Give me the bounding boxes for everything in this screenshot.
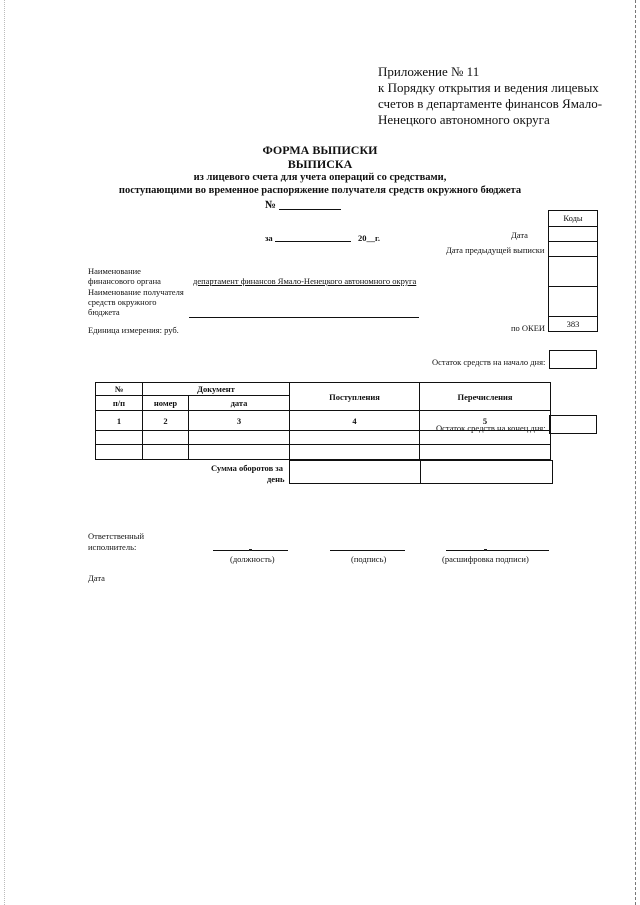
index-cell: 3 <box>189 411 290 431</box>
sum-out-cell[interactable] <box>421 461 553 484</box>
table-cell[interactable] <box>96 431 143 445</box>
index-cell: 1 <box>96 411 143 431</box>
period-za-label: за <box>265 233 273 243</box>
code-fin-org-cell[interactable] <box>549 256 597 286</box>
date-label: Дата <box>511 230 528 240</box>
sum-label-2: день <box>267 474 285 484</box>
decode-field[interactable] <box>446 550 549 551</box>
appendix-line: счетов в департаменте финансов Ямало- <box>378 96 603 111</box>
prev-date-label: Дата предыдущей выписки <box>446 245 545 255</box>
col-out-header: Перечисления <box>420 383 551 411</box>
table-row <box>96 445 551 460</box>
codes-header: Коды <box>563 213 583 223</box>
table-cell[interactable] <box>143 445 189 460</box>
table-cell[interactable] <box>143 431 189 445</box>
sign-field[interactable] <box>330 550 405 551</box>
statement-title: ВЫПИСКА <box>287 157 353 171</box>
page-edge-left <box>4 0 6 905</box>
index-cell: 5 <box>420 411 551 431</box>
sum-in-cell[interactable] <box>290 461 421 484</box>
sum-row <box>289 460 553 484</box>
table-cell[interactable] <box>189 445 290 460</box>
fin-org-value: департамент финансов Ямало-Ненецкого автономного округа <box>193 276 417 286</box>
appendix-line: к Порядку открытия и ведения лицевых <box>378 80 599 95</box>
appendix-line: Ненецкого автономного округа <box>378 112 550 127</box>
code-recipient-cell[interactable] <box>549 286 597 316</box>
okei-label: по ОКЕИ <box>511 323 546 333</box>
col-in-header: Поступления <box>290 383 420 411</box>
end-balance-label: Остаток средств на конец дня: <box>436 423 546 433</box>
dot-mark <box>484 549 487 551</box>
recipient-label-1: Наименование получателя <box>88 287 184 297</box>
end-balance-box[interactable] <box>549 415 597 434</box>
index-cell: 2 <box>143 411 189 431</box>
period-year-label: 20__г. <box>358 233 381 243</box>
recipient-field[interactable] <box>189 317 419 318</box>
period-date-field[interactable] <box>275 241 351 242</box>
col-date-header: дата <box>189 396 290 411</box>
recipient-label-2: средств окружного <box>88 297 157 307</box>
responsible-label-2: исполнитель: <box>88 542 137 552</box>
start-balance-label: Остаток средств на начало дня: <box>432 357 546 367</box>
page-edge-right <box>634 0 636 905</box>
table-cell[interactable] <box>290 445 420 460</box>
table-cell[interactable] <box>420 445 551 460</box>
decode-caption: (расшифровка подписи) <box>442 554 529 564</box>
col-num-header: номер <box>143 396 189 411</box>
table-cell[interactable] <box>96 445 143 460</box>
number-label: № <box>265 199 277 211</box>
appendix-line: Приложение № 11 <box>378 64 480 79</box>
date-bottom-label: Дата <box>88 573 105 583</box>
unit-label: Единица измерения: руб. <box>88 325 179 335</box>
statement-subtitle-1: из лицевого счета для учета операций со средствами, <box>193 172 447 183</box>
responsible-label-1: Ответственный <box>88 531 144 541</box>
start-balance-box[interactable] <box>549 350 597 369</box>
col-pp-header: п/п <box>96 396 143 411</box>
col-no-header: № <box>96 383 143 396</box>
fin-org-label-1: Наименование <box>88 266 141 276</box>
code-date-cell[interactable] <box>549 226 597 241</box>
sum-label-1: Сумма оборотов за <box>211 463 283 473</box>
table-cell[interactable] <box>189 431 290 445</box>
operations-table <box>95 382 551 460</box>
number-field[interactable] <box>279 209 341 210</box>
code-prev-date-cell[interactable] <box>549 241 597 256</box>
appendix-block <box>378 64 618 128</box>
recipient-label-3: бюджета <box>88 307 120 317</box>
statement-subtitle-2: поступающими во временное распоряжение получателя средств окружного бюджета <box>118 185 522 196</box>
codes-box <box>548 210 598 332</box>
code-okei-cell: 383 <box>549 316 597 331</box>
fin-org-label-2: финансового органа <box>88 276 161 286</box>
index-cell: 4 <box>290 411 420 431</box>
form-title: ФОРМА ВЫПИСКИ <box>262 143 378 157</box>
table-cell[interactable] <box>290 431 420 445</box>
col-doc-header: Документ <box>143 383 290 396</box>
dot-mark <box>249 549 252 551</box>
sign-caption: (подпись) <box>351 554 387 564</box>
position-caption: (должность) <box>230 554 275 564</box>
